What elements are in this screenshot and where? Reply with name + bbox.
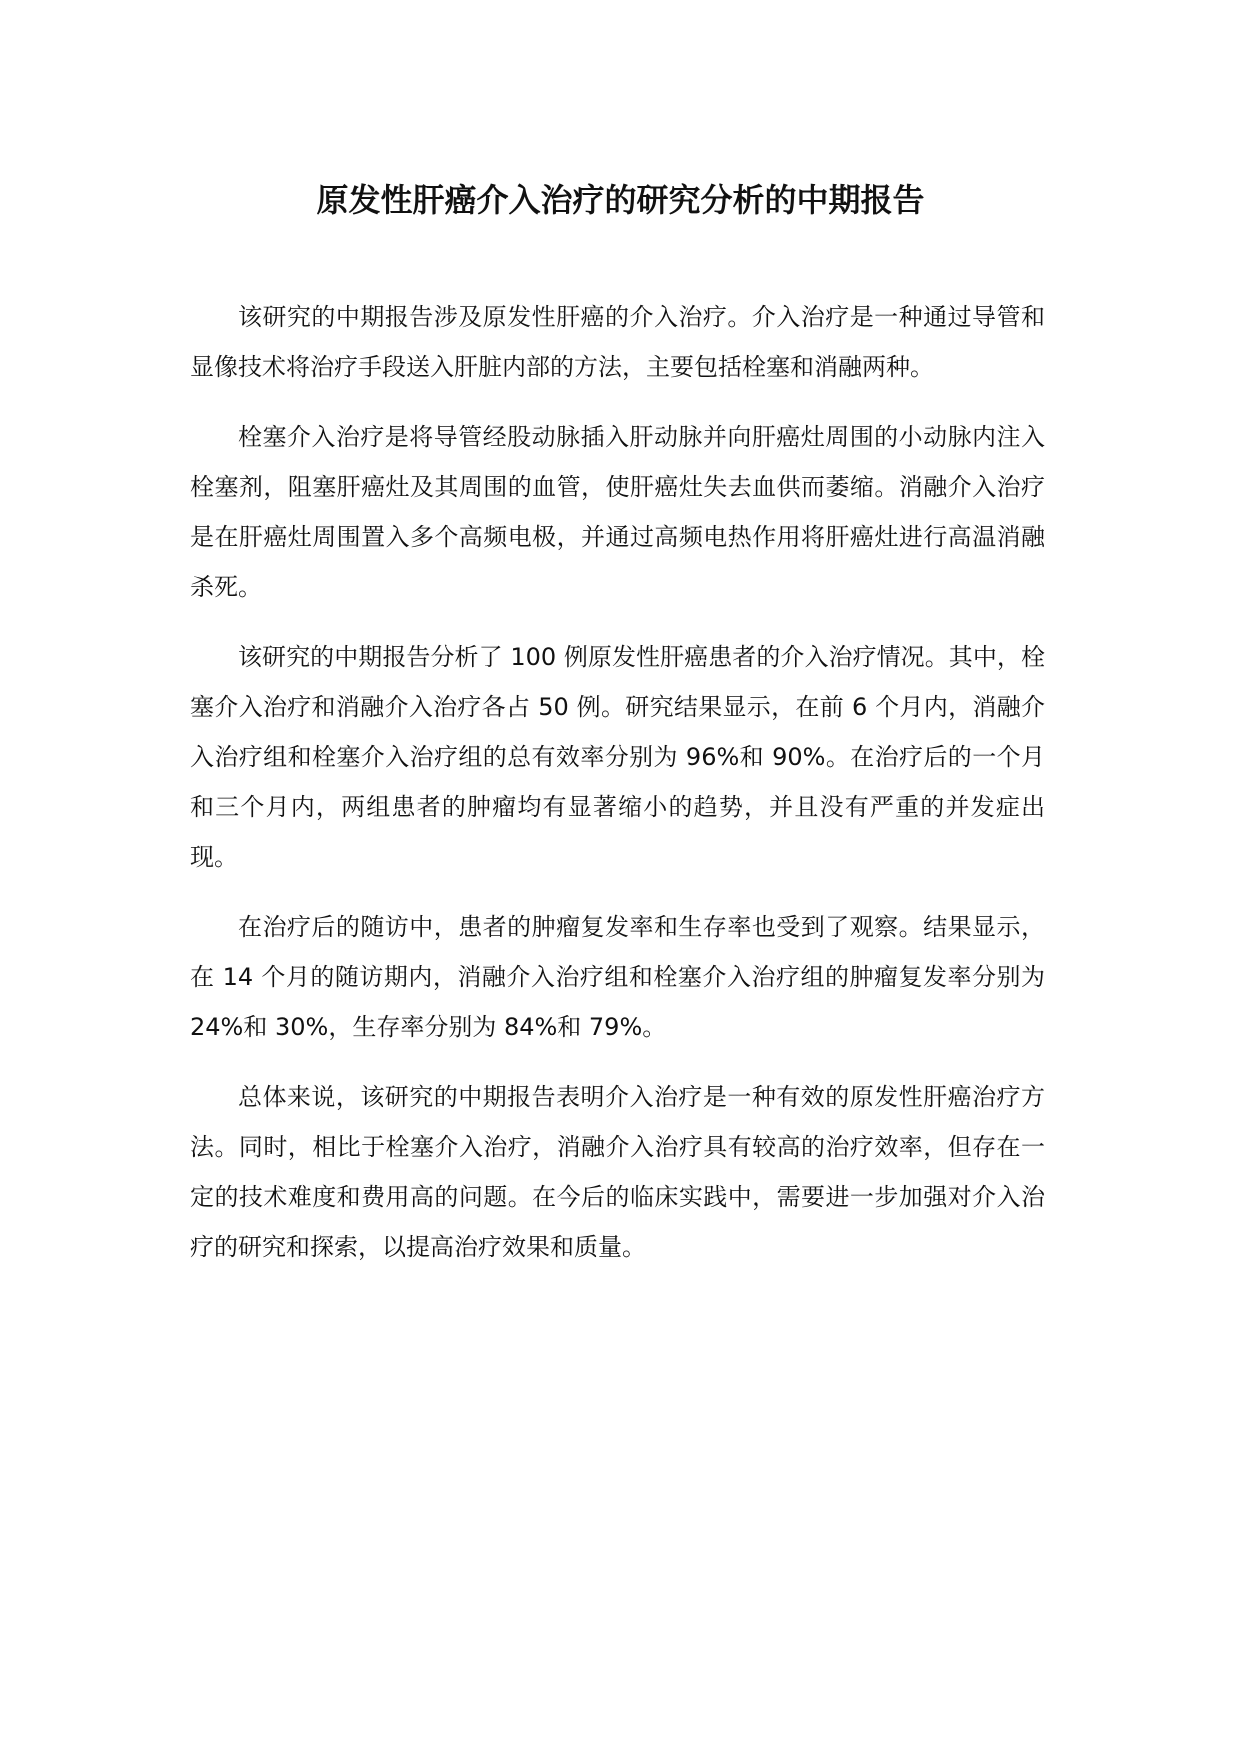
paragraph-conclusion: 总体来说，该研究的中期报告表明介入治疗是一种有效的原发性肝癌治疗方法。同时，相比于栓塞介入治疗，消融介入治疗具有较高的治疗效率，但存在一定的技术难度和费用高的问题。在今后的临床实践中，需要进一步加强对介入治疗的研究和探索，以提高治疗效果和质量。	[190, 1083, 1045, 1261]
document-body	[190, 292, 1045, 1292]
document-title: 原发性肝癌介入治疗的研究分析的中期报告	[316, 181, 925, 219]
paragraph-methods: 栓塞介入治疗是将导管经股动脉插入肝动脉并向肝癌灶周围的小动脉内注入栓塞剂，阻塞肝癌灶及其周围的血管，使肝癌灶失去血供而萎缩。消融介入治疗是在肝癌灶周围置入多个高频电极，并通过高频电热作用将肝癌灶进行高温消融杀死。	[190, 423, 1045, 601]
paragraph-follow-up: 在治疗后的随访中，患者的肿瘤复发率和生存率也受到了观察。结果显示，在 14 个月的随访期内，消融介入治疗组和栓塞介入治疗组的肿瘤复发率分别为 24%和 30%，生存率分别为 84%和 79%。	[190, 913, 1045, 1041]
paragraph-intro: 该研究的中期报告涉及原发性肝癌的介入治疗。介入治疗是一种通过导管和显像技术将治疗手段送入肝脏内部的方法，主要包括栓塞和消融两种。	[190, 303, 1045, 381]
paragraph-results: 该研究的中期报告分析了 100 例原发性肝癌患者的介入治疗情况。其中，栓塞介入治疗和消融介入治疗各占 50 例。研究结果显示，在前 6 个月内，消融介入治疗组和栓塞介入治疗组的总有效率分别为 96%和 90%。在治疗后的一个月和三个月内，两组患者的肿瘤均有显著缩小的趋势，并且没有严重的并发症出现。	[190, 643, 1045, 871]
